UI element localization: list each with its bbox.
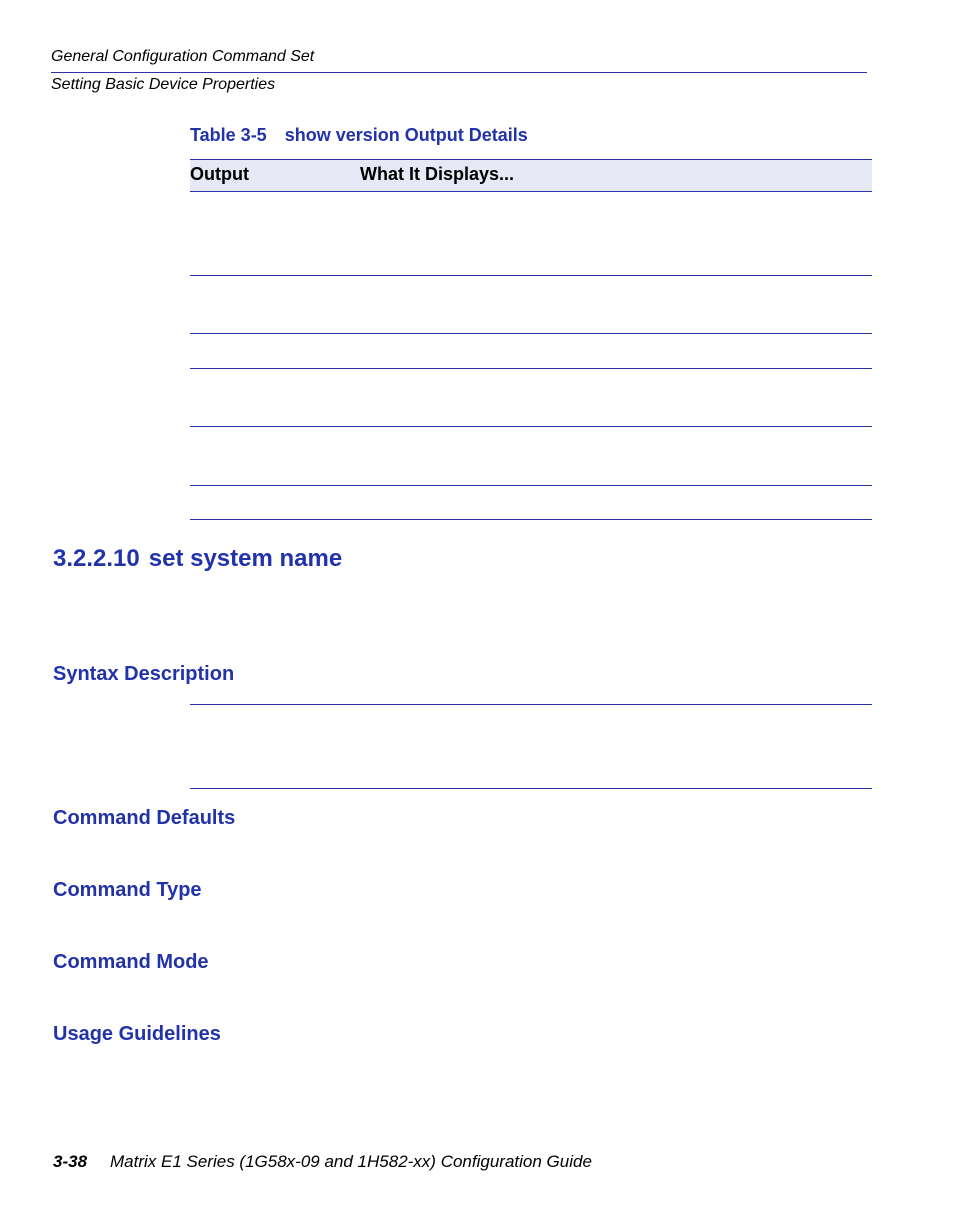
- subheading-command-defaults: Command Defaults: [53, 807, 236, 829]
- subheading-syntax-description: Syntax Description: [53, 663, 235, 685]
- section-name: set system name: [148, 545, 343, 572]
- subheading-command-type: Command Type: [53, 879, 202, 901]
- section-number: 3.2.2.10: [53, 545, 140, 572]
- table-row-divider: [190, 426, 872, 427]
- table-row-divider: [190, 368, 872, 369]
- table-caption-title: show version Output Details: [284, 125, 528, 145]
- table-header-row: [190, 159, 872, 192]
- section-title: [53, 545, 342, 573]
- subheading-command-mode: Command Mode: [53, 951, 209, 973]
- syntax-table-bottom-rule: [190, 788, 872, 789]
- table-caption: [190, 125, 528, 146]
- subheading-usage-guidelines: Usage Guidelines: [53, 1023, 221, 1045]
- running-header-section: Setting Basic Device Properties: [51, 76, 276, 93]
- footer-document-title: Matrix E1 Series (1G58x-09 and 1H582-xx) Configuration Guide: [110, 1152, 592, 1171]
- header-rule: [51, 72, 867, 73]
- column-header-what-it-displays: What It Displays...: [360, 164, 515, 184]
- table-row-divider: [190, 333, 872, 334]
- syntax-table-top-rule: [190, 704, 872, 705]
- column-header-output: Output: [190, 164, 249, 184]
- running-header-chapter: General Configuration Command Set: [51, 48, 315, 65]
- table-row-divider: [190, 485, 872, 486]
- table-row-divider: [190, 275, 872, 276]
- footer-page-number: 3-38: [53, 1152, 88, 1171]
- table-bottom-rule: [190, 519, 872, 520]
- table-caption-number: Table 3-5: [190, 125, 267, 145]
